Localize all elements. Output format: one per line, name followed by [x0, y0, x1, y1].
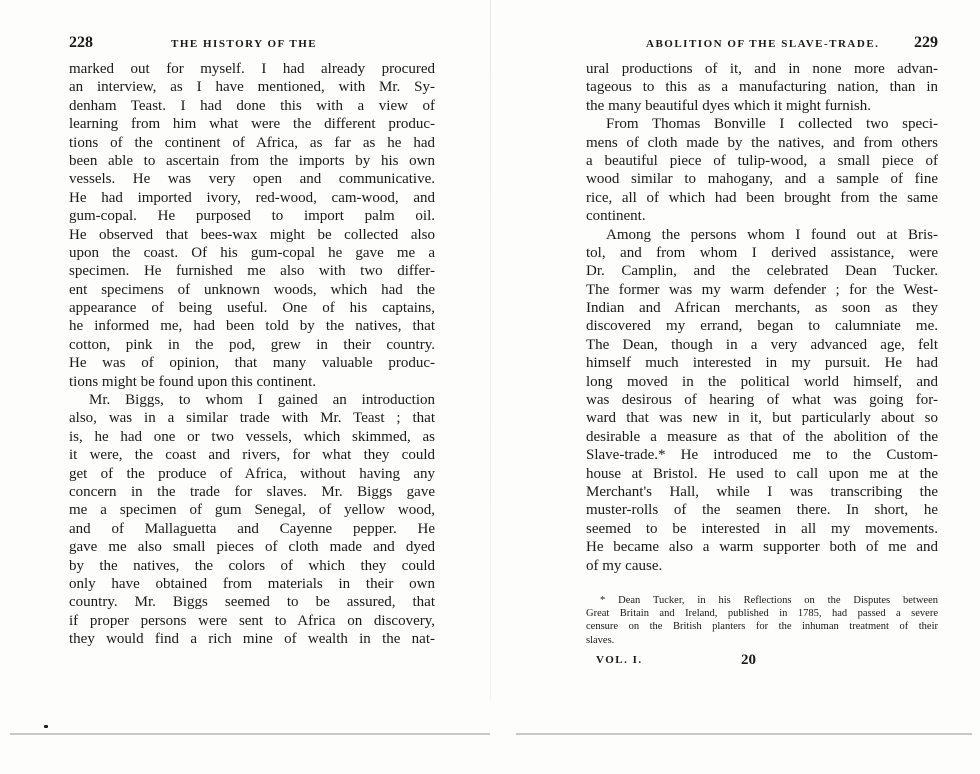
text-line: The former was my warm defender ; for the West-: [586, 281, 938, 298]
text-line: Mr. Biggs, to whom I gained an introduction: [89, 392, 435, 409]
text-line: tol, and from whom I derived assistance, were: [586, 244, 938, 261]
text-line: tageous to this as a manufacturing nation, than in: [586, 79, 938, 96]
right-running-head: [586, 34, 938, 54]
footnote-line: censure on the British planters for the inhuman treatment of their: [586, 621, 938, 633]
text-line: by the natives, the colors of which they could: [69, 557, 435, 574]
text-line: Dr. Camplin, and the celebrated Dean Tucker.: [586, 263, 938, 280]
footnote: [586, 594, 938, 647]
text-line: is, he had one or two vessels, which skimmed, as: [69, 428, 435, 445]
ink-speck: [44, 725, 48, 728]
text-line: The Dean, though in a very advanced age, felt: [586, 336, 938, 353]
text-line: upon the coast. Of his gum-copal he gave me a: [69, 244, 435, 261]
text-line: ural productions of it, and in none more advan-: [586, 61, 938, 77]
text-line: He became also a warm supporter both of me and: [586, 539, 938, 556]
text-line: discovered my errand, began to calumniate me.: [586, 318, 938, 335]
text-line: learning from him what were the different produc-: [69, 116, 435, 133]
footnote-line: slaves.: [586, 634, 615, 646]
text-line: he informed me, had been told by the natives, that: [69, 318, 435, 335]
text-line: they would find a rich mine of wealth in the nat-: [69, 631, 435, 648]
right-page-edge: [516, 733, 972, 735]
right-page: [490, 0, 980, 774]
text-line: He observed that bees-wax might be collected also: [69, 226, 435, 243]
left-page-number: 228: [69, 34, 93, 51]
text-line: seemed to be interested in all my movements.: [586, 520, 938, 537]
text-line: cotton, pink in the pod, grew in their country.: [69, 336, 435, 353]
text-line: Merchant's Hall, while I was transcribing the: [586, 483, 938, 500]
text-line: himself much interested in my pursuit. He had: [586, 355, 938, 372]
text-line: house at Bristol. He used to call upon me at the: [586, 465, 938, 482]
right-page-number: 229: [914, 34, 938, 51]
left-running-head: [69, 34, 435, 54]
text-line: me a specimen of gum Senegal, of yellow wood,: [69, 502, 435, 519]
text-line: the many beautiful dyes which it might furnish.: [586, 97, 871, 114]
text-line: wood similar to mahogany, and a sample of fine: [586, 171, 938, 188]
text-line: gave me also small pieces of cloth made and dyed: [69, 539, 435, 556]
text-line: country. Mr. Biggs seemed to be assured, that: [69, 594, 435, 611]
text-line: denham Teast. I had done this with a view of: [69, 97, 435, 114]
text-line: From Thomas Bonville I collected two speci-: [606, 116, 938, 133]
text-line: gum-copal. He purposed to import palm oil.: [69, 208, 435, 225]
text-line: continent.: [586, 208, 646, 225]
text-line: an interview, as I have mentioned, with Mr. Sy-: [69, 79, 435, 96]
text-line: a beautiful piece of tulip-wood, a small piece of: [586, 152, 938, 169]
footnote-line: Great Britain and Ireland, published in 1785, had passed a severe: [586, 608, 938, 620]
footnote-line: * Dean Tucker, in his Reflections on the Disputes between: [600, 595, 938, 606]
text-line: ent specimens of unknown woods, which had the: [69, 281, 435, 298]
text-line: appearance of being useful. One of his captains,: [69, 300, 435, 317]
text-line: been able to ascertain from the imports by his own: [69, 152, 435, 169]
text-line: tions of the continent of Africa, as far as he had: [69, 134, 435, 151]
signature-line: [596, 652, 796, 672]
signature-number: 20: [741, 652, 756, 668]
text-line: muster-rolls of the seamen there. In short, he: [586, 502, 938, 519]
text-line: of my cause.: [586, 557, 663, 574]
text-line: Among the persons whom I found out at Bris-: [606, 226, 938, 243]
text-line: and of Mallaguetta and Cayenne pepper. He: [69, 520, 435, 537]
text-line: marked out for myself. I had already procured: [69, 61, 435, 77]
left-running-title: THE HISTORY OF THE: [171, 38, 318, 50]
text-line: specimen. He furnished me also with two differ-: [69, 263, 435, 280]
text-line: only have obtained from materials in their own: [69, 575, 435, 592]
text-line: tions might be found upon this continent.: [69, 373, 317, 390]
text-line: He was of opinion, that many valuable produc-: [69, 355, 435, 372]
text-line: mens of cloth made by the natives, and from others: [586, 134, 938, 151]
text-line: if proper persons were sent to Africa on discovery,: [69, 612, 435, 629]
text-line: Indian and African merchants, as soon as they: [586, 300, 938, 317]
text-line: it were, the coast and rivers, for what they could: [69, 447, 435, 464]
left-page-edge: [10, 733, 490, 735]
text-line: vessels. He was very open and communicative.: [69, 171, 435, 188]
text-line: get of the produce of Africa, without having any: [69, 465, 435, 482]
text-line: desirable a measure as that of the abolition of the: [586, 428, 938, 445]
text-line: ward that was new in it, but particularly about so: [586, 410, 938, 427]
text-line: also, was in a similar trade with Mr. Teast ; that: [69, 410, 435, 427]
right-body-text: [586, 60, 938, 575]
text-line: rice, all of which had been brought from the same: [586, 189, 938, 206]
text-line: long moved in the political world himself, and: [586, 373, 938, 390]
text-line: was desirous of hearing of what was going for-: [586, 392, 938, 409]
right-running-title: ABOLITION OF THE SLAVE-TRADE.: [646, 38, 880, 50]
volume-mark: VOL. I.: [596, 654, 643, 666]
left-body-text: [69, 60, 435, 649]
text-line: Slave-trade.* He introduced me to the Custom-: [586, 447, 938, 464]
text-line: He had imported ivory, red-wood, cam-wood, and: [69, 189, 435, 206]
text-line: concern in the trade for slaves. Mr. Biggs gave: [69, 483, 435, 500]
